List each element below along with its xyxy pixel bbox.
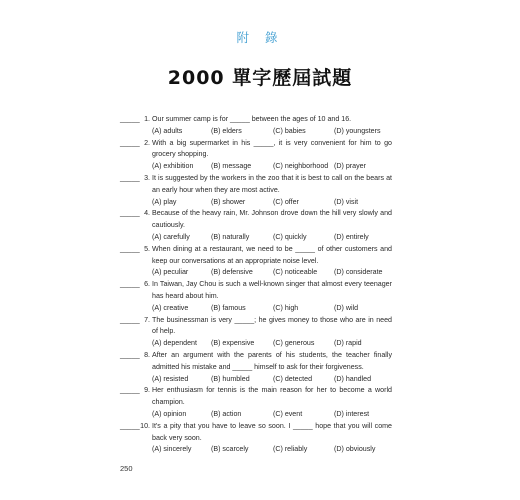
- question-item: [120, 315, 392, 350]
- answer-option: (A) peculiar: [152, 268, 189, 277]
- question-number: 2.: [144, 138, 150, 147]
- question-number: 4.: [144, 209, 150, 218]
- question-row: [120, 279, 392, 303]
- answer-options: [120, 161, 392, 173]
- question-row: [120, 173, 392, 197]
- answer-options: [120, 126, 392, 138]
- answer-option: (B) action: [211, 409, 242, 418]
- answer-blank: _____: [120, 244, 140, 253]
- answer-options: [120, 197, 392, 209]
- answer-option: (B) famous: [211, 303, 246, 312]
- appendix-label: 附 錄: [236, 30, 284, 45]
- answer-option: (B) scarcely: [211, 445, 249, 454]
- answer-option: (C) generous: [273, 339, 315, 348]
- answer-option: (D) entirely: [334, 232, 369, 241]
- question-item: [120, 208, 392, 243]
- question-number: 10.: [140, 421, 150, 430]
- answer-blank: _____: [120, 350, 140, 359]
- answer-option: (B) elders: [211, 126, 242, 135]
- answer-option: (D) rapid: [334, 339, 362, 348]
- answer-option: (C) detected: [273, 374, 313, 383]
- answer-option: (A) adults: [152, 126, 183, 135]
- question-number: 3.: [144, 173, 150, 182]
- answer-option: (D) interest: [334, 409, 370, 418]
- question-text: Because of the heavy rain, Mr. Johnson drove down the hill very slowly and cautiously.: [152, 209, 392, 230]
- answer-options: [120, 444, 392, 456]
- question-item: [120, 421, 392, 456]
- question-item: [120, 173, 392, 208]
- answer-options: [120, 303, 392, 315]
- answer-option: (C) high: [273, 303, 299, 312]
- answer-option: (B) expensive: [211, 339, 255, 348]
- question-text: Our summer camp is for _____ between the ages of 10 and 16.: [152, 115, 352, 123]
- question-number: 8.: [144, 350, 150, 359]
- question-number: 6.: [144, 280, 150, 289]
- answer-option: (A) carefully: [152, 232, 190, 241]
- question-item: [120, 244, 392, 279]
- answer-blank: _____: [120, 173, 140, 182]
- answer-option: (A) play: [152, 197, 177, 206]
- answer-option: (A) opinion: [152, 409, 187, 418]
- question-item: [120, 279, 392, 314]
- question-row: [120, 421, 392, 445]
- answer-option: (C) event: [273, 409, 303, 418]
- question-number: 5.: [144, 244, 150, 253]
- answer-option: (C) reliably: [273, 445, 308, 454]
- question-text: The businessman is very _____; he gives money to those who are in need of help.: [152, 315, 392, 336]
- answer-option: (A) exhibition: [152, 162, 194, 171]
- question-text: When dining at a restaurant, we need to be _____ of other customers and keep our conversations at an appropriate noise level.: [152, 244, 392, 265]
- question-row: [120, 138, 392, 162]
- answer-option: (C) noticeable: [273, 268, 318, 277]
- answer-blank: _____: [120, 421, 140, 430]
- answer-blank: _____: [120, 138, 140, 147]
- answer-option: (C) quickly: [273, 232, 307, 241]
- question-row: [120, 208, 392, 232]
- answer-options: [120, 374, 392, 386]
- question-row: [120, 244, 392, 268]
- question-item: [120, 385, 392, 420]
- question-list: [120, 114, 392, 456]
- question-text: After an argument with the parents of his students, the teacher finally admitted his mistake and _____ himself to ask for their forgiveness.: [152, 350, 392, 371]
- answer-options: [120, 409, 392, 421]
- answer-blank: _____: [120, 315, 140, 324]
- answer-options: [120, 232, 392, 244]
- answer-option: (D) handled: [334, 374, 372, 383]
- question-item: [120, 350, 392, 385]
- answer-option: (A) creative: [152, 303, 189, 312]
- question-text: With a big supermarket in his _____, it is very convenient for him to go grocery shopping.: [152, 138, 392, 159]
- answer-blank: _____: [120, 280, 140, 289]
- question-row: [120, 114, 392, 126]
- question-row: [120, 315, 392, 339]
- question-row: [120, 350, 392, 374]
- answer-options: [120, 267, 392, 279]
- question-item: [120, 138, 392, 173]
- answer-option: (D) considerate: [334, 268, 383, 277]
- answer-option: (D) wild: [334, 303, 359, 312]
- answer-option: (D) obviously: [334, 445, 376, 454]
- answer-option: (D) visit: [334, 197, 359, 206]
- answer-option: (C) neighborhood: [273, 162, 329, 171]
- question-text: Her enthusiasm for tennis is the main reason for her to become a world champion.: [152, 386, 392, 407]
- answer-option: (C) offer: [273, 197, 299, 206]
- answer-blank: _____: [120, 386, 140, 395]
- question-number: 1.: [144, 115, 150, 123]
- answer-option: (B) humbled: [211, 374, 250, 383]
- answer-blank: _____: [120, 115, 140, 123]
- answer-option: (A) dependent: [152, 339, 197, 348]
- question-text: In Taiwan, Jay Chou is such a well-known singer that almost every teenager has heard about him.: [152, 280, 392, 300]
- answer-option: (B) shower: [211, 197, 246, 206]
- answer-option: (B) naturally: [211, 232, 250, 241]
- answer-option: (D) youngsters: [334, 126, 381, 135]
- answer-option: (B) defensive: [211, 268, 253, 277]
- question-number: 7.: [144, 315, 150, 324]
- question-row: [120, 385, 392, 409]
- question-text: It's a pity that you have to leave so soon. I _____ hope that you will come back very soon.: [152, 421, 392, 442]
- page-title: 2000 單字歷屆試題: [167, 67, 353, 89]
- answer-blank: _____: [120, 209, 140, 218]
- answer-option: (D) prayer: [334, 162, 366, 171]
- question-number: 9.: [144, 386, 150, 395]
- answer-option: (C) babies: [273, 126, 306, 135]
- answer-options: [120, 338, 392, 350]
- answer-option: (A) resisted: [152, 374, 189, 383]
- question-text: It is suggested by the workers in the zoo that it is best to call on the bears at an early hour when they are most active.: [152, 173, 392, 194]
- page-number: 250: [120, 464, 133, 473]
- answer-option: (A) sincerely: [152, 445, 192, 454]
- question-item: [120, 114, 392, 138]
- answer-option: (B) message: [211, 162, 252, 171]
